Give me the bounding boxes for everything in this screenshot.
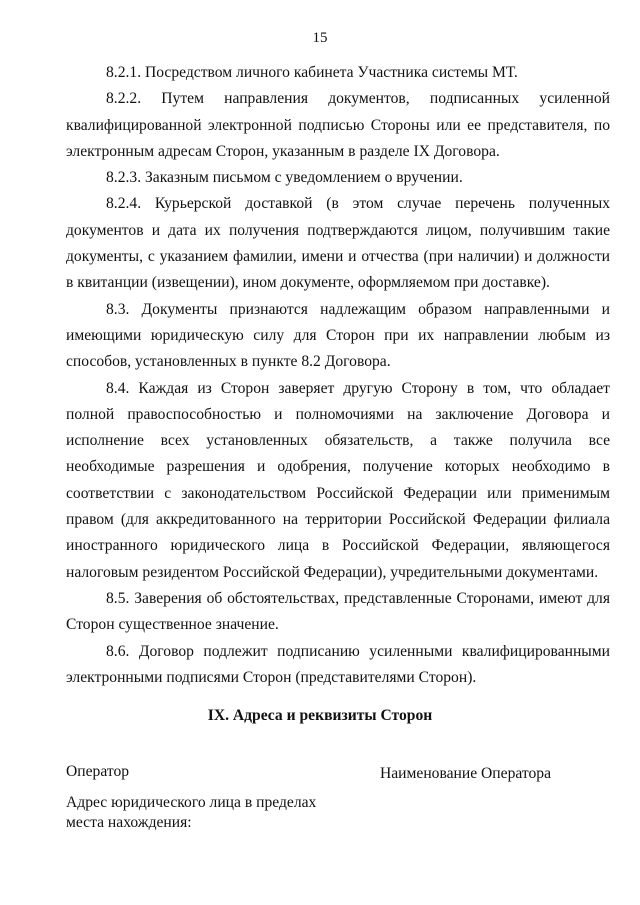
page-number: 15: [312, 30, 328, 46]
paragraph-8-2-4: 8.2.4. Курьерской доставкой (в этом случае перечень полученных документов и дата их получения подтверждаются лицом, получившим такие документы, с указанием фамилии, имени и отчества (при наличии) и должности в квитанции (извещении), ином документе, оформляемом при доставке).: [66, 195, 610, 292]
paragraph-8-4: 8.4. Каждая из Сторон заверяет другую Сторону в том, что обладает полной правоспособностью и полномочиями на заключение Договора и исполнение всех установленных обязательств, а также получила все необходимые разрешения и одобрения, получение которых необходимо в соответствии с законодательством Российской Федерации или применимым правом (для аккредитованного на территории Российской Федерации филиала иностранного юридического лица в Российской Федерации, являющегося налоговым резидентом Российской Федерации), учредительными документами.: [66, 379, 610, 581]
paragraph-8-5: 8.5. Заверения об обстоятельствах, представленные Сторонами, имеют для Сторон существенное значение.: [66, 589, 610, 634]
address-label: Адрес юридического лица в пределах места нахождения:: [66, 794, 317, 831]
body-text: [66, 60, 610, 691]
paragraph-8-6: 8.6. Договор подлежит подписанию усиленными квалифицированными электронными подписями Сторон (представителями Сторон).: [66, 642, 610, 686]
paragraph-8-2-2: 8.2.2. Путем направления документов, подписанных усиленной квалифицированной электронной подписью Стороны или ее представителя, по электронным адресам Сторон, указанным в разделе IX Договора.: [66, 90, 610, 160]
paragraph-8-3: 8.3. Документы признаются надлежащим образом направленными и имеющими юридическую силу для Сторон при их направлении любым из способов, установленных в пункте 8.2 Договора.: [66, 300, 610, 371]
paragraph-8-2-1: 8.2.1. Посредством личного кабинета Участника системы МТ.: [106, 64, 518, 81]
operator-name-label: Наименование Оператора: [380, 765, 552, 782]
paragraph-8-2-3: 8.2.3. Заказным письмом с уведомлением о вручении.: [106, 169, 463, 187]
section-heading: IX. Адреса и реквизиты Сторон: [207, 707, 433, 724]
operator-label: Оператор: [66, 763, 130, 780]
